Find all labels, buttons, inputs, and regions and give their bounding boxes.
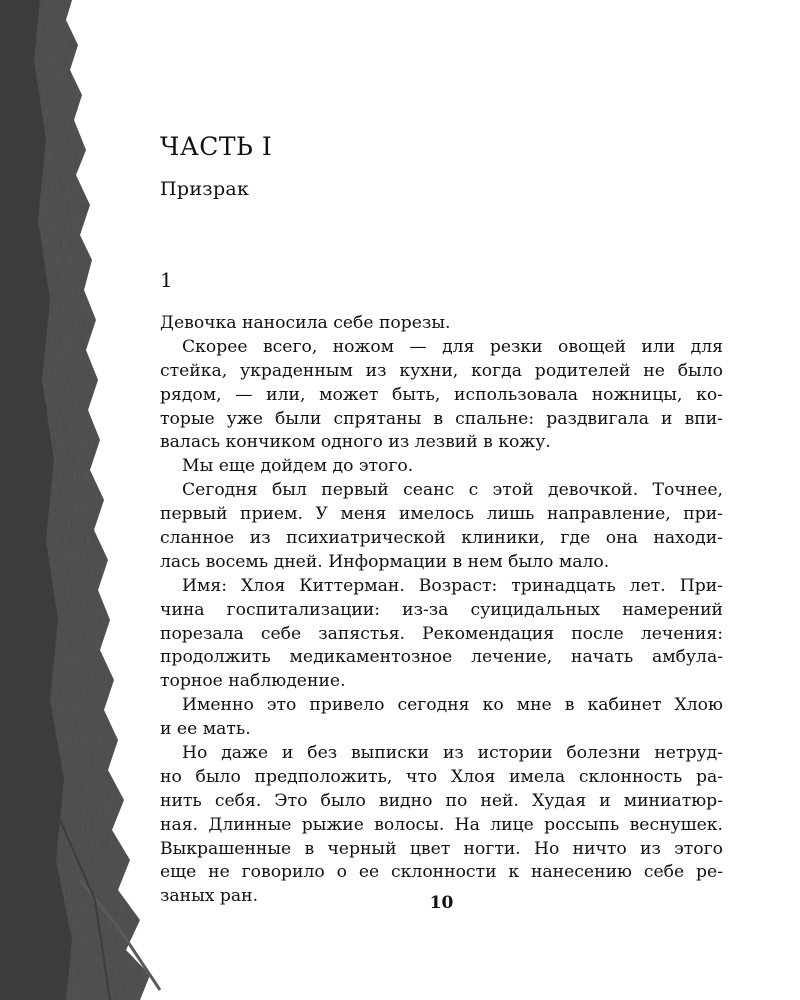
part-title: ЧАСТЬ I	[160, 132, 273, 161]
text-line: Выкрашенные в черный цвет ногти. Но ничто из этого	[160, 838, 723, 859]
text-line: продолжить медикаментозное лечение, начать амбула-	[160, 647, 723, 668]
body-text	[160, 312, 723, 909]
text-line: чина госпитализации: из-за суицидальных намерений	[160, 599, 723, 620]
text-line: рядом, — или, может быть, использовала ножницы, ко-	[160, 384, 723, 405]
chapter-number: 1	[160, 268, 173, 292]
text-line: заных ран.	[160, 886, 259, 907]
text-line: порезала себе запястья. Рекомендация после лечения:	[160, 623, 723, 644]
text-line: Мы еще дойдем до этого.	[182, 456, 414, 477]
text-line: еще не говорило о ее склонности к нанесению себе ре-	[160, 862, 723, 883]
page-number: 10	[429, 893, 454, 913]
text-line: Сегодня был первый сеанс с этой девочкой. Точнее,	[182, 480, 723, 501]
text-line: сланное из психиатрической клиники, где она находи-	[160, 528, 723, 549]
text-line: нить себя. Это было видно по ней. Худая и миниатюр-	[160, 790, 723, 811]
text-line: Имя: Хлоя Киттерман. Возраст: тринадцать лет. При-	[182, 575, 723, 596]
text-line: первый прием. У меня имелось лишь направление, при-	[160, 504, 723, 525]
text-line: Скорее всего, ножом — для резки овощей или для	[182, 336, 723, 357]
text-line: Девочка наносила себе порезы.	[160, 313, 451, 333]
text-line: валась кончиком одного из лезвий в кожу.	[160, 432, 551, 453]
part-subtitle: Призрак	[160, 178, 250, 200]
text-line: но было предположить, что Хлоя имела склонность ра-	[160, 766, 723, 787]
text-line: стейка, украденным из кухни, когда родителей не было	[160, 360, 723, 381]
text-line: Но даже и без выписки из истории болезни нетруд-	[182, 743, 723, 764]
text-line: торые уже были спрятаны в спальне: раздвигала и впи-	[160, 408, 723, 429]
text-line: Именно это привело сегодня ко мне в кабинет Хлою	[182, 695, 723, 716]
text-line: ная. Длинные рыжие волосы. На лице россыпь веснушек.	[160, 814, 723, 835]
book-page	[160, 0, 725, 1000]
text-line: торное наблюдение.	[160, 671, 346, 692]
text-line: лась восемь дней. Информации в нем было мало.	[160, 551, 610, 572]
text-line: и ее мать.	[160, 719, 251, 740]
